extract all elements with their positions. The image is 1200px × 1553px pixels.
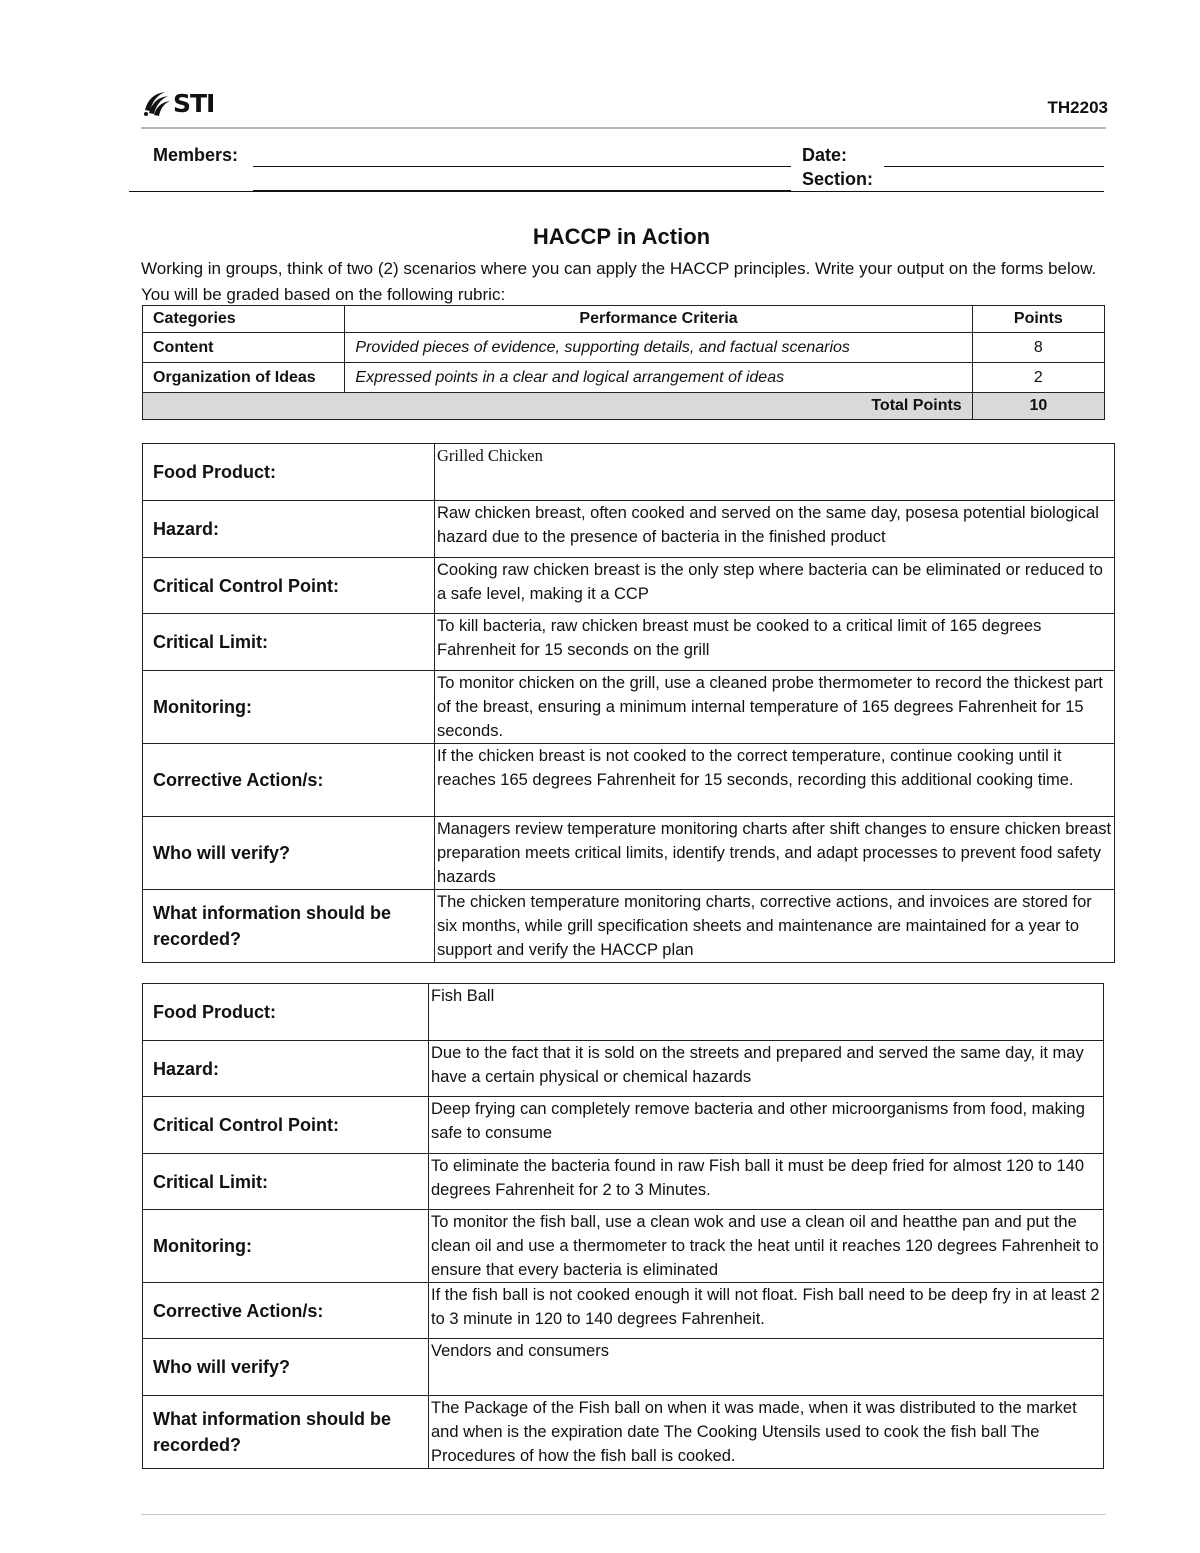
table-row xyxy=(143,744,1115,817)
table-row xyxy=(143,671,1115,744)
table-row xyxy=(143,817,1115,890)
monitoring-value[interactable]: To monitor the fish ball, use a clean wok and use a clean oil and heatthe pan and put the clean oil and use a thermometer to track the heat until it reaches 120 degrees Fahrenheit to ensure that every bacteria is eliminated xyxy=(429,1210,1104,1283)
date-line[interactable] xyxy=(884,166,1104,167)
verify-value[interactable]: Vendors and consumers xyxy=(429,1339,1104,1396)
rubric-row xyxy=(143,333,1105,363)
table-row xyxy=(143,558,1115,614)
rubric-total-label: Total Points xyxy=(143,393,973,420)
monitoring-label: Monitoring: xyxy=(143,671,435,744)
logo-text: STI xyxy=(173,88,215,118)
date-label: Date: xyxy=(802,145,848,165)
rubric-criteria: Provided pieces of evidence, supporting details, and factual scenarios xyxy=(345,333,972,363)
table-row xyxy=(143,1283,1104,1339)
rubric-header-categories: Categories xyxy=(143,306,345,333)
table-row xyxy=(143,1041,1104,1097)
rubric-header-points: Points xyxy=(972,306,1104,333)
food-product-label: Food Product: xyxy=(143,984,429,1041)
rubric-points: 8 xyxy=(972,333,1104,363)
ccp-label: Critical Control Point: xyxy=(143,558,435,614)
table-row xyxy=(143,614,1115,671)
rubric-category: Organization of Ideas xyxy=(143,363,345,393)
corrective-value[interactable]: If the fish ball is not cooked enough it will not float. Fish ball need to be deep fry in at least 2 to 3 minute in 120 to 140 degrees Fahrenheit. xyxy=(429,1283,1104,1339)
verify-value[interactable]: Managers review temperature monitoring charts after shift changes to ensure chicken breast preparation meets critical limits, identify trends, and adapt processes to prevent food safety hazards xyxy=(435,817,1115,890)
rubric-header-criteria: Performance Criteria xyxy=(345,306,972,333)
table-row xyxy=(143,1154,1104,1210)
verify-label: Who will verify? xyxy=(143,817,435,890)
critical-limit-value[interactable]: To kill bacteria, raw chicken breast must be cooked to a critical limit of 165 degrees Fahrenheit for 15 seconds on the grill xyxy=(435,614,1115,671)
corrective-label: Corrective Action/s: xyxy=(143,744,435,817)
verify-label: Who will verify? xyxy=(143,1339,429,1396)
page-title: HACCP in Action xyxy=(532,224,711,249)
table-row xyxy=(143,1396,1104,1469)
critical-limit-label: Critical Limit: xyxy=(143,1154,429,1210)
table-row xyxy=(143,1097,1104,1154)
food-product-value[interactable]: Grilled Chicken xyxy=(435,444,1115,501)
record-value[interactable]: The chicken temperature monitoring charts, corrective actions, and invoices are stored for six months, while grill specification sheets and maintenance are maintained for a year to support and verify the HACCP plan xyxy=(435,890,1115,963)
members-label: Members: xyxy=(153,145,239,165)
rubric-table xyxy=(142,305,1105,420)
table-row xyxy=(143,984,1104,1041)
rubric-header-row xyxy=(143,306,1105,333)
ccp-value[interactable]: Deep frying can completely remove bacteria and other microorganisms from food, making safe to consume xyxy=(429,1097,1104,1154)
rubric-total-value: 10 xyxy=(972,393,1104,420)
ccp-label: Critical Control Point: xyxy=(143,1097,429,1154)
sti-swirl-icon xyxy=(141,88,171,118)
table-row xyxy=(143,444,1115,501)
header-divider xyxy=(141,127,1106,129)
record-value[interactable]: The Package of the Fish ball on when it was made, when it was distributed to the market and when is the expiration date The Cooking Utensils used to cook the fish ball The Procedures of how the fish ball is cooked. xyxy=(429,1396,1104,1469)
table-row xyxy=(143,501,1115,558)
hazard-label: Hazard: xyxy=(143,1041,429,1097)
sti-logo xyxy=(141,86,214,120)
footer-divider xyxy=(141,1514,1106,1515)
hazard-label: Hazard: xyxy=(143,501,435,558)
members-line-1[interactable] xyxy=(253,166,791,167)
critical-limit-value[interactable]: To eliminate the bacteria found in raw Fish ball it must be deep fried for almost 120 to 140 degrees Fahrenheit for 2 to 3 Minutes. xyxy=(429,1154,1104,1210)
table-row xyxy=(143,1339,1104,1396)
table-row xyxy=(143,1210,1104,1283)
rubric-row xyxy=(143,363,1105,393)
food-product-label: Food Product: xyxy=(143,444,435,501)
monitoring-value[interactable]: To monitor chicken on the grill, use a cleaned probe thermometer to record the thickest part of the breast, ensuring a minimum internal temperature of 165 degrees Fahrenheit for 15 seconds. xyxy=(435,671,1115,744)
hazard-value[interactable]: Raw chicken breast, often cooked and served on the same day, posesa potential biological hazard due to the presence of bacteria in the finished product xyxy=(435,501,1115,558)
table-row xyxy=(143,890,1115,963)
record-label: What information should be recorded? xyxy=(143,1396,429,1469)
record-label: What information should be recorded? xyxy=(143,890,435,963)
ccp-value[interactable]: Cooking raw chicken breast is the only step where bacteria can be eliminated or reduced to a safe level, making it a CCP xyxy=(435,558,1115,614)
section-line[interactable] xyxy=(129,191,1104,192)
haccp-form-fish-ball xyxy=(142,983,1104,1469)
corrective-label: Corrective Action/s: xyxy=(143,1283,429,1339)
rubric-total-row xyxy=(143,393,1105,420)
intro-text: Working in groups, think of two (2) scenarios where you can apply the HACCP principles. Write your output on the forms below. You will be graded based on the following rubric: xyxy=(141,259,1097,304)
haccp-form-grilled-chicken xyxy=(142,443,1115,963)
rubric-points: 2 xyxy=(972,363,1104,393)
critical-limit-label: Critical Limit: xyxy=(143,614,435,671)
section-label: Section: xyxy=(802,169,874,189)
hazard-value[interactable]: Due to the fact that it is sold on the streets and prepared and served the same day, it may have a certain physical or chemical hazards xyxy=(429,1041,1104,1097)
rubric-category: Content xyxy=(143,333,345,363)
corrective-value[interactable]: If the chicken breast is not cooked to the correct temperature, continue cooking until it reaches 165 degrees Fahrenheit for 15 seconds, recording this additional cooking time. xyxy=(435,744,1115,817)
document-code: TH2203 xyxy=(1047,98,1108,117)
rubric-criteria: Expressed points in a clear and logical arrangement of ideas xyxy=(345,363,972,393)
food-product-value[interactable]: Fish Ball xyxy=(429,984,1104,1041)
monitoring-label: Monitoring: xyxy=(143,1210,429,1283)
